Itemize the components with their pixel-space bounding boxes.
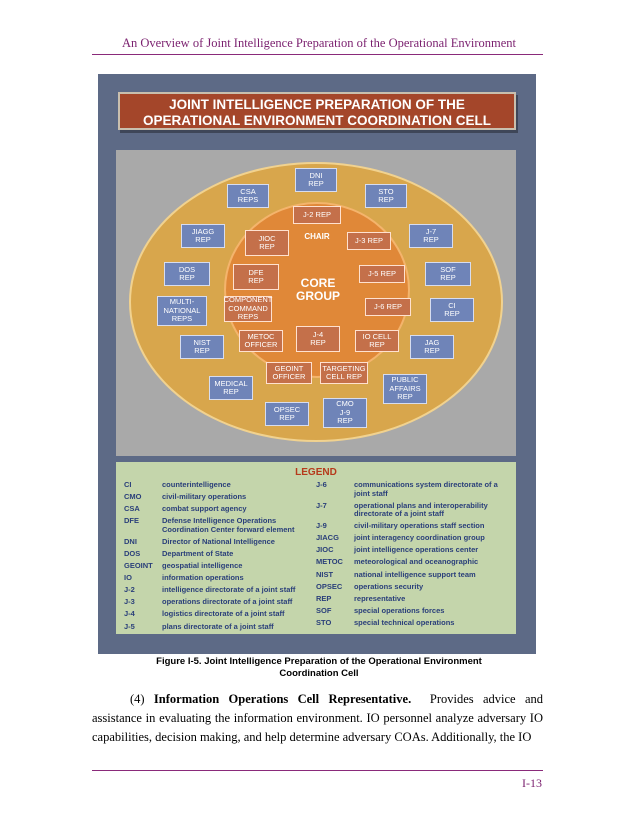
legend-abbr: J-3 [124, 597, 135, 607]
outer-box-opsec: OPSEC REP [265, 402, 309, 426]
legend-row [316, 502, 510, 519]
legend-row [316, 607, 510, 616]
legend-title: LEGEND [295, 467, 337, 478]
legend-abbr: CI [124, 480, 132, 489]
outer-box-cmo: CMO J-9 REP [323, 398, 367, 428]
legend-row [316, 546, 510, 555]
legend-abbr: J-2 [124, 585, 135, 595]
outer-box-ci: CI REP [430, 298, 474, 322]
outer-box-dni: DNI REP [295, 168, 337, 192]
legend-row [316, 619, 510, 628]
legend-abbr: REP [316, 593, 332, 603]
outer-box-jiagg: JIAGG REP [181, 224, 225, 248]
legend-abbr: SOF [316, 605, 332, 615]
legend-row [124, 574, 310, 583]
legend-abbr: IO [124, 573, 132, 583]
legend-abbr: NIST [316, 569, 334, 579]
legend-row [124, 623, 310, 632]
core-box-j3: J-3 REP [347, 232, 391, 250]
legend-row [316, 522, 510, 531]
body-paragraph [92, 690, 543, 747]
legend-definition: Defense Intelligence Operations Coordination Center forward element [162, 516, 295, 534]
core-box-j4: J-4 REP [296, 326, 340, 352]
legend-row [124, 598, 310, 607]
legend [116, 462, 516, 634]
legend-row [124, 538, 310, 547]
legend-abbr: JIACG [316, 533, 339, 543]
legend-abbr: STO [316, 617, 332, 627]
core-box-geoint: GEOINT OFFICER [266, 362, 312, 384]
legend-row [124, 505, 310, 514]
running-head: An Overview of Joint Intelligence Preparation of the Operational Environment [122, 36, 516, 50]
core-box-j5: J-5 REP [359, 265, 405, 283]
outer-box-jag: JAG REP [410, 335, 454, 359]
legend-right-column [316, 481, 510, 631]
legend-definition: plans directorate of a joint staff [162, 621, 274, 631]
legend-abbr: METOC [316, 557, 343, 567]
legend-row [316, 595, 510, 604]
figure-caption-line2: Coordination Cell [279, 668, 359, 679]
para-text: Provides advice and assistance in evaluating the information environment. IO personnel analyze adversary IO capabilities, decision making, and help determine adversary COAs. Additionally, the IO [92, 692, 543, 744]
core-box-targeting: TARGETING CELL REP [320, 362, 368, 384]
core-box-jioc: JIOC REP [245, 230, 289, 256]
core-box-j6: J-6 REP [365, 298, 411, 316]
legend-definition: intelligence directorate of a joint staff [162, 585, 296, 595]
figure-title-line1: JOINT INTELLIGENCE PREPARATION OF THE [169, 97, 465, 112]
legend-definition: joint intelligence operations center [354, 545, 479, 555]
core-group-label [282, 277, 354, 303]
legend-abbr: CMO [124, 492, 142, 502]
legend-definition: logistics directorate of a joint staff [162, 609, 285, 619]
figure-title [118, 92, 516, 130]
header-rule [92, 54, 543, 55]
legend-definition: operations directorate of a joint staff [162, 597, 293, 607]
core-box-metoc: METOC OFFICER [239, 330, 283, 352]
legend-row [124, 550, 310, 559]
outer-box-sof: SOF REP [425, 262, 471, 286]
legend-definition: meteorological and oceanographic [354, 557, 479, 567]
legend-definition: civil-military operations staff section [354, 521, 485, 531]
legend-left-column [124, 481, 310, 635]
legend-row [124, 586, 310, 595]
legend-definition: Department of State [162, 548, 234, 558]
outer-box-dos: DOS REP [164, 262, 210, 286]
legend-definition: special operations forces [354, 605, 445, 615]
legend-definition: national intelligence support team [354, 569, 476, 579]
legend-abbr: J-7 [316, 500, 327, 510]
legend-definition: operations security [354, 581, 424, 591]
outer-box-csa: CSA REPS [227, 184, 269, 208]
core-group-label-line2: GROUP [295, 289, 340, 303]
chair-label: CHAIR [304, 232, 330, 241]
core-box-component-command: COMPONENT COMMAND REPS [223, 295, 273, 322]
para-number: (4) [130, 692, 145, 706]
legend-abbr: DOS [124, 548, 141, 558]
legend-definition: Director of National Intelligence [162, 536, 275, 546]
legend-row [124, 610, 310, 619]
outer-box-nist: NIST REP [180, 335, 224, 359]
legend-abbr: OPSEC [316, 581, 343, 591]
legend-definition: operational plans and interoperability directorate of a joint staff [354, 500, 488, 519]
legend-row [316, 583, 510, 592]
legend-abbr: DNI [124, 536, 137, 546]
legend-abbr: JIOC [316, 545, 334, 555]
legend-abbr: GEOINT [124, 561, 153, 571]
para-heading: Information Operations Cell Representative. [153, 692, 412, 706]
legend-definition: information operations [162, 573, 244, 583]
figure-caption-line1: Figure I-5. Joint Intelligence Preparation of the Operational Environment [156, 656, 482, 667]
legend-definition: communications system directorate of a joint staff [354, 480, 498, 498]
legend-row [316, 481, 510, 498]
legend-row [316, 534, 510, 543]
legend-abbr: DFE [124, 516, 139, 526]
legend-definition: special technical operations [354, 617, 455, 627]
legend-definition: combat support agency [162, 504, 247, 514]
page-number: I-13 [522, 776, 542, 790]
figure-title-line2: OPERATIONAL ENVIRONMENT COORDINATION CELL [142, 113, 491, 128]
core-box-j2: J-2 REP [293, 206, 341, 224]
legend-abbr: CSA [124, 504, 140, 514]
legend-definition: counterintelligence [162, 480, 231, 489]
legend-abbr: J-6 [316, 480, 327, 489]
legend-definition: geospatial intelligence [162, 561, 243, 571]
outer-box-medical: MEDICAL REP [209, 376, 253, 400]
core-box-io-cell: IO CELL REP [355, 330, 399, 352]
figure-caption [0, 656, 638, 680]
paragraph-first-line [92, 690, 543, 747]
core-group-label-line1: CORE [300, 276, 336, 290]
legend-row [316, 558, 510, 567]
footer-rule [92, 770, 543, 771]
legend-row [124, 481, 310, 490]
legend-abbr: J-9 [316, 521, 327, 531]
outer-box-j7: J-7 REP [409, 224, 453, 248]
legend-abbr: J-5 [124, 621, 135, 631]
legend-abbr: J-4 [124, 609, 135, 619]
legend-row [124, 493, 310, 502]
legend-row [124, 562, 310, 571]
legend-row [316, 571, 510, 580]
legend-definition: representative [354, 593, 406, 603]
legend-row [124, 517, 310, 534]
outer-box-public-affairs: PUBLIC AFFAIRS REP [383, 374, 427, 404]
legend-definition: joint interagency coordination group [354, 533, 485, 543]
outer-box-multinational: MULTI- NATIONAL REPS [157, 296, 207, 326]
legend-definition: civil-military operations [162, 492, 247, 502]
outer-box-sto: STO REP [365, 184, 407, 208]
core-box-dfe: DFE REP [233, 264, 279, 290]
